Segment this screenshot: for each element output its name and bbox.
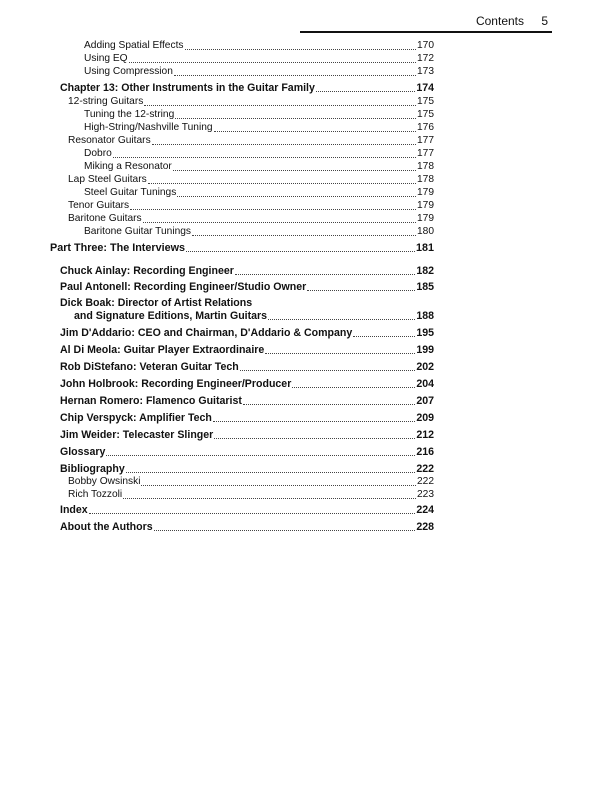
toc-entry-title: Using Compression bbox=[84, 66, 173, 77]
toc-entry-page: 176 bbox=[417, 122, 434, 133]
toc-entry-title: About the Authors bbox=[60, 521, 153, 533]
toc-entry-page: 212 bbox=[416, 429, 434, 441]
dot-leader bbox=[265, 345, 415, 354]
toc-entry-page: 173 bbox=[417, 66, 434, 77]
toc-entry-title: Bibliography bbox=[60, 463, 125, 475]
toc-entry-page: 207 bbox=[416, 395, 434, 407]
toc-entry-glossary[interactable] bbox=[60, 446, 434, 458]
toc-entry-title: Part Three: The Interviews bbox=[50, 242, 186, 254]
toc-entry-title: Jim D'Addario: CEO and Chairman, D'Addario & Company bbox=[60, 327, 353, 339]
toc-entry-title: Bobby Owsinski bbox=[68, 476, 141, 487]
dot-leader bbox=[141, 477, 416, 486]
toc-entry-page: 222 bbox=[417, 476, 434, 487]
toc-entry-title: Glossary bbox=[60, 446, 106, 458]
toc-entry-title: Hernan Romero: Flamenco Guitarist bbox=[60, 395, 242, 407]
toc-entry-title: Steel Guitar Tunings bbox=[84, 187, 177, 198]
toc-entry-paul-antonell[interactable] bbox=[60, 281, 434, 293]
dot-leader bbox=[130, 201, 416, 210]
toc-entry-page: 177 bbox=[417, 135, 434, 146]
toc-entry-page: 175 bbox=[417, 109, 434, 120]
toc-entry-using-eq[interactable] bbox=[84, 53, 434, 65]
toc-entry-rich-tozzoli[interactable] bbox=[68, 489, 434, 501]
dot-leader bbox=[177, 188, 416, 197]
toc-entry-title: High-String/Nashville Tuning bbox=[84, 122, 213, 133]
header-rule bbox=[300, 31, 552, 33]
dot-leader bbox=[152, 136, 416, 145]
toc-entry-miking-resonator[interactable] bbox=[84, 161, 434, 173]
toc-entry-page: 174 bbox=[416, 82, 434, 94]
dot-leader bbox=[113, 149, 416, 158]
toc-entry-title: Tenor Guitars bbox=[68, 200, 130, 211]
dot-leader bbox=[148, 175, 416, 184]
toc-entry-rob-distefano[interactable] bbox=[60, 361, 434, 373]
toc-entry-title: Paul Antonell: Recording Engineer/Studio Owner bbox=[60, 281, 307, 293]
dot-leader bbox=[353, 328, 415, 337]
toc-entry-title: Al Di Meola: Guitar Player Extraordinaire bbox=[60, 344, 265, 356]
toc-entry-index[interactable] bbox=[60, 504, 434, 516]
dot-leader bbox=[235, 266, 415, 275]
toc-entry-page: 185 bbox=[416, 281, 434, 293]
dot-leader bbox=[154, 522, 416, 531]
toc-entry-page: 179 bbox=[417, 187, 434, 198]
toc-entry-title: Rob DiStefano: Veteran Guitar Tech bbox=[60, 361, 239, 373]
toc-entry-page: 202 bbox=[416, 361, 434, 373]
toc-entry-page: 223 bbox=[417, 489, 434, 500]
toc-entry-using-compression[interactable] bbox=[84, 66, 434, 78]
dot-leader bbox=[185, 41, 417, 50]
running-header bbox=[0, 10, 600, 32]
running-header-title: Contents bbox=[475, 14, 524, 28]
dot-leader bbox=[123, 490, 416, 499]
toc-entry-12-string-guitars[interactable] bbox=[68, 96, 434, 108]
dot-leader bbox=[175, 110, 416, 119]
page-number: 5 bbox=[541, 14, 548, 28]
toc-entry-page: 170 bbox=[417, 40, 434, 51]
dot-leader bbox=[240, 362, 416, 371]
dot-leader bbox=[307, 282, 415, 291]
dot-leader bbox=[292, 379, 415, 388]
toc-entry-chapter-13[interactable] bbox=[60, 82, 434, 94]
toc-entry-jim-weider[interactable] bbox=[60, 429, 434, 441]
toc-entry-page: 179 bbox=[417, 200, 434, 211]
toc-entry-bobby-owsinski[interactable] bbox=[68, 476, 434, 488]
toc-entry-title-continued: and Signature Editions, Martin Guitars bbox=[74, 310, 268, 322]
toc-entry-title: Tuning the 12-string bbox=[84, 109, 175, 120]
toc-entry-steel-guitar-tunings[interactable] bbox=[84, 187, 434, 199]
toc-entry-page: 175 bbox=[417, 96, 434, 107]
toc-entry-title: Resonator Guitars bbox=[68, 135, 151, 146]
toc-entry-title: Lap Steel Guitars bbox=[68, 174, 147, 185]
toc-entry-bibliography[interactable] bbox=[60, 463, 434, 475]
dot-leader bbox=[192, 227, 416, 236]
toc-entry-resonator-guitars[interactable] bbox=[68, 135, 434, 147]
toc-entry-chuck-ainlay[interactable] bbox=[60, 265, 434, 277]
dot-leader bbox=[243, 396, 415, 405]
toc-entry-page: 188 bbox=[416, 310, 434, 322]
toc-entry-page: 178 bbox=[417, 161, 434, 172]
dot-leader bbox=[268, 311, 415, 320]
toc-entry-al-di-meola[interactable] bbox=[60, 344, 434, 356]
toc-entry-page: 181 bbox=[415, 242, 434, 254]
toc-entry-dick-boak[interactable] bbox=[60, 297, 434, 322]
toc-entry-page: 216 bbox=[416, 446, 434, 458]
toc-entry-page: 177 bbox=[417, 148, 434, 159]
toc-entry-about-the-authors[interactable] bbox=[60, 521, 434, 533]
toc-entry-title: Using EQ bbox=[84, 53, 128, 64]
toc-entry-title: Chip Verspyck: Amplifier Tech bbox=[60, 412, 212, 424]
toc-entry-title: Chapter 13: Other Instruments in the Guitar Family bbox=[60, 82, 315, 94]
toc-entry-jim-daddario[interactable] bbox=[60, 327, 434, 339]
dot-leader bbox=[186, 243, 415, 252]
toc-entry-title: Dick Boak: Director of Artist Relations bbox=[60, 297, 253, 309]
toc-entry-title: Adding Spatial Effects bbox=[84, 40, 184, 51]
dot-leader bbox=[144, 97, 416, 106]
toc-entry-title: 12-string Guitars bbox=[68, 96, 144, 107]
toc-entry-nashville-tuning[interactable] bbox=[84, 122, 434, 134]
dot-leader bbox=[143, 214, 416, 223]
toc-entry-title: Miking a Resonator bbox=[84, 161, 172, 172]
toc-entry-page: 228 bbox=[416, 521, 434, 533]
toc-entry-john-holbrook[interactable] bbox=[60, 378, 434, 390]
toc-entry-page: 178 bbox=[417, 174, 434, 185]
toc-entry-title: Dobro bbox=[84, 148, 112, 159]
toc-entry-adding-spatial-effects[interactable] bbox=[84, 40, 434, 52]
dot-leader bbox=[129, 54, 416, 63]
toc-entry-chip-verspyck[interactable] bbox=[60, 412, 434, 424]
toc-entry-part-three[interactable] bbox=[50, 242, 434, 254]
toc-entry-title: Baritone Guitar Tunings bbox=[84, 226, 192, 237]
toc-entry-page: 204 bbox=[416, 378, 434, 390]
toc-entry-page: 209 bbox=[416, 412, 434, 424]
toc-entry-baritone-guitar-tunings[interactable] bbox=[84, 226, 434, 238]
toc-entry-page: 179 bbox=[417, 213, 434, 224]
toc-entry-hernan-romero[interactable] bbox=[60, 395, 434, 407]
toc-entry-page: 195 bbox=[416, 327, 434, 339]
dot-leader bbox=[126, 464, 416, 473]
toc-entry-page: 199 bbox=[416, 344, 434, 356]
toc-entry-title: Baritone Guitars bbox=[68, 213, 142, 224]
toc-entry-page: 182 bbox=[416, 265, 434, 277]
toc-entry-page: 180 bbox=[417, 226, 434, 237]
toc-entry-page: 224 bbox=[416, 504, 434, 516]
toc-entry-baritone-guitars[interactable] bbox=[68, 213, 434, 225]
dot-leader bbox=[89, 505, 416, 514]
toc-entry-title: Jim Weider: Telecaster Slinger bbox=[60, 429, 214, 441]
toc-entry-title: Rich Tozzoli bbox=[68, 489, 123, 500]
toc-entry-dobro[interactable] bbox=[84, 148, 434, 160]
toc-entry-page: 172 bbox=[417, 53, 434, 64]
toc-entry-page: 222 bbox=[416, 463, 434, 475]
toc-entry-title: Chuck Ainlay: Recording Engineer bbox=[60, 265, 234, 277]
dot-leader bbox=[316, 83, 415, 92]
toc-entry-title: Index bbox=[60, 504, 88, 516]
dot-leader bbox=[213, 413, 415, 422]
toc-entry-title: John Holbrook: Recording Engineer/Producer bbox=[60, 378, 292, 390]
dot-leader bbox=[173, 162, 416, 171]
toc-entry-tuning-12-string[interactable] bbox=[84, 109, 434, 121]
dot-leader bbox=[106, 447, 415, 456]
dot-leader bbox=[174, 67, 416, 76]
toc-entry-tenor-guitars[interactable] bbox=[68, 200, 434, 212]
toc-entry-lap-steel-guitars[interactable] bbox=[68, 174, 434, 186]
dot-leader bbox=[214, 123, 416, 132]
dot-leader bbox=[214, 430, 415, 439]
